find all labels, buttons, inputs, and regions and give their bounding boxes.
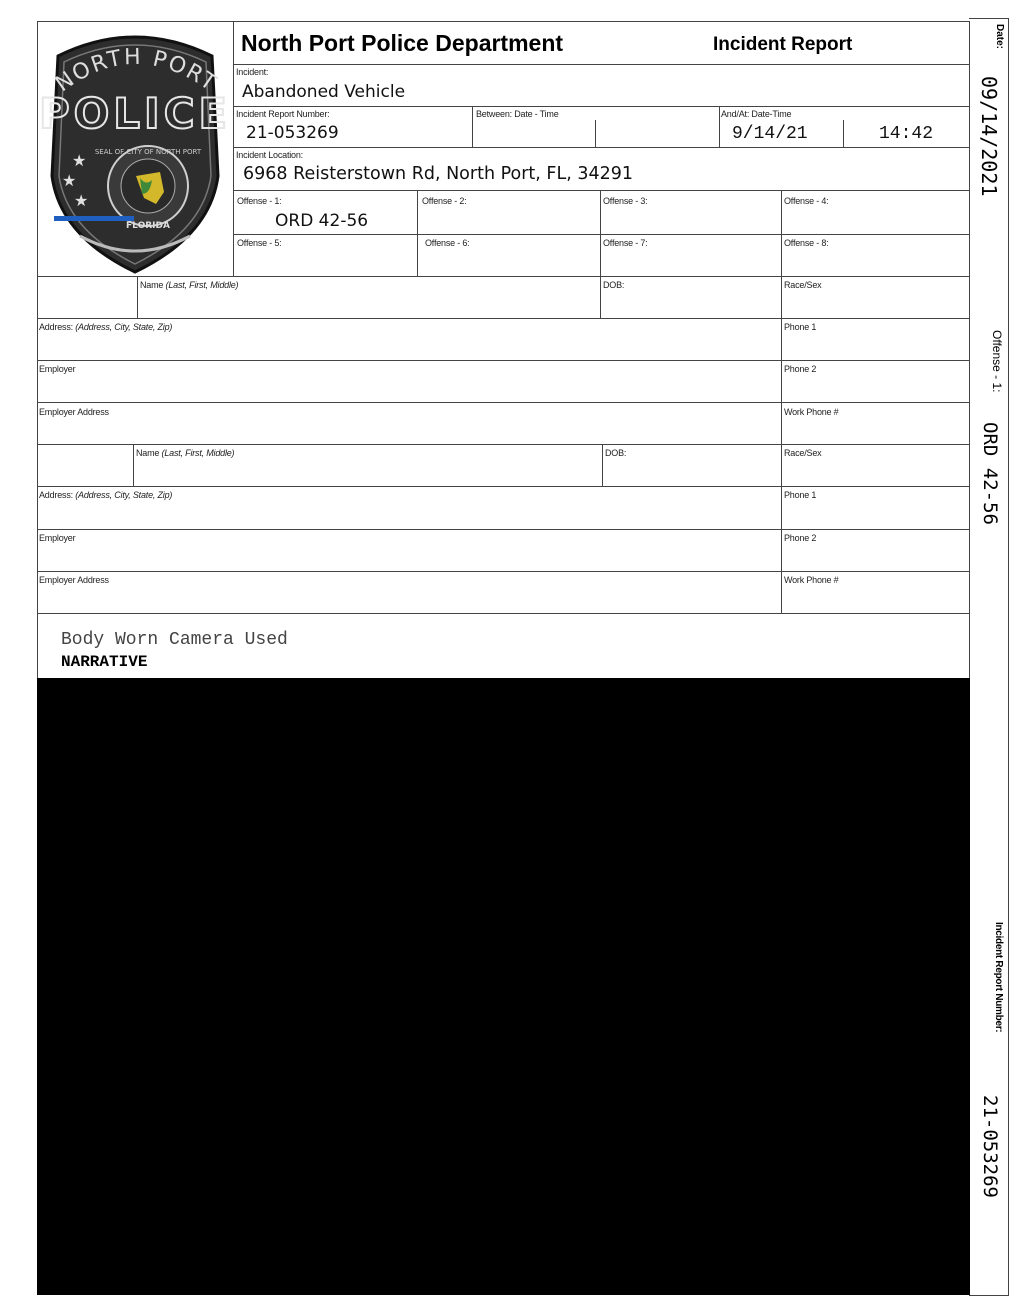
location-value[interactable]: 6968 Reisterstown Rd, North Port, FL, 34291: [243, 164, 634, 184]
offense-8-label: Offense - 8:: [784, 238, 829, 248]
and-at-time[interactable]: 14:42: [879, 124, 934, 144]
offense-1-label: Offense - 1:: [237, 196, 282, 206]
person1-work-phone-label: Work Phone #: [784, 407, 839, 417]
sidebar-offense-label: Offense - 1:: [990, 330, 1004, 393]
person2-race-label: Race/Sex: [784, 448, 822, 458]
person1-address-label: Address: (Address, City, State, Zip): [39, 322, 173, 332]
svg-text:SEAL OF CITY OF NORTH PORT: SEAL OF CITY OF NORTH PORT: [94, 148, 202, 156]
and-at-date[interactable]: 9/14/21: [732, 124, 808, 144]
offense-1-value[interactable]: ORD 42-56: [275, 211, 369, 231]
offense-6-label: Offense - 6:: [425, 238, 470, 248]
person1-phone2-label: Phone 2: [784, 364, 817, 374]
person2-name-label: Name (Last, First, Middle): [136, 448, 235, 458]
report-number-value[interactable]: 21-053269: [246, 123, 339, 143]
person2-dob-label: DOB:: [605, 448, 627, 458]
incident-value[interactable]: Abandoned Vehicle: [242, 82, 406, 102]
svg-text:★: ★: [74, 193, 89, 210]
sidebar-date-value: 09/14/2021: [977, 76, 1001, 197]
person1-name-label: Name (Last, First, Middle): [140, 280, 239, 290]
sidebar-report-number-value: 21-053269: [979, 1095, 1001, 1198]
person2-address-label: Address: (Address, City, State, Zip): [39, 490, 173, 500]
police-badge-logo: [40, 26, 230, 274]
department-title: North Port Police Department: [241, 30, 564, 56]
person1-phone1-label: Phone 1: [784, 322, 817, 332]
svg-text:POLICE: POLICE: [40, 89, 230, 138]
sidebar-offense-value: ORD 42-56: [979, 422, 1001, 525]
incident-label: Incident:: [236, 67, 269, 77]
svg-text:★: ★: [62, 173, 77, 190]
person1-employer-label: Employer: [39, 364, 76, 374]
between-label: Between: Date - Time: [476, 109, 559, 119]
svg-text:★: ★: [72, 153, 87, 170]
sidebar-report-number-label: Incident Report Number:: [993, 922, 1004, 1033]
person1-race-label: Race/Sex: [784, 280, 822, 290]
location-label: Incident Location:: [236, 150, 303, 160]
svg-text:FLORIDA: FLORIDA: [126, 221, 170, 231]
offense-7-label: Offense - 7:: [603, 238, 648, 248]
report-number-label: Incident Report Number:: [236, 109, 330, 119]
person2-work-phone-label: Work Phone #: [784, 575, 839, 585]
offense-4-label: Offense - 4:: [784, 196, 829, 206]
offense-3-label: Offense - 3:: [603, 196, 648, 206]
narrative-heading: NARRATIVE: [61, 653, 148, 671]
redacted-narrative-block: [37, 678, 970, 1295]
offense-5-label: Offense - 5:: [237, 238, 282, 248]
person1-dob-label: DOB:: [603, 280, 625, 290]
person1-employer-address-label: Employer Address: [39, 407, 109, 417]
person2-employer-label: Employer: [39, 533, 76, 543]
person2-phone2-label: Phone 2: [784, 533, 817, 543]
person2-phone1-label: Phone 1: [784, 490, 817, 500]
body-camera-text: Body Worn Camera Used: [61, 630, 288, 650]
sidebar-date-label: Date:: [994, 24, 1005, 50]
person2-employer-address-label: Employer Address: [39, 575, 109, 585]
and-at-label: And/At: Date-Time: [721, 109, 792, 119]
report-type-title: Incident Report: [713, 34, 853, 55]
svg-text:NORTH PORT: NORTH PORT: [51, 44, 222, 98]
offense-2-label: Offense - 2:: [422, 196, 467, 206]
